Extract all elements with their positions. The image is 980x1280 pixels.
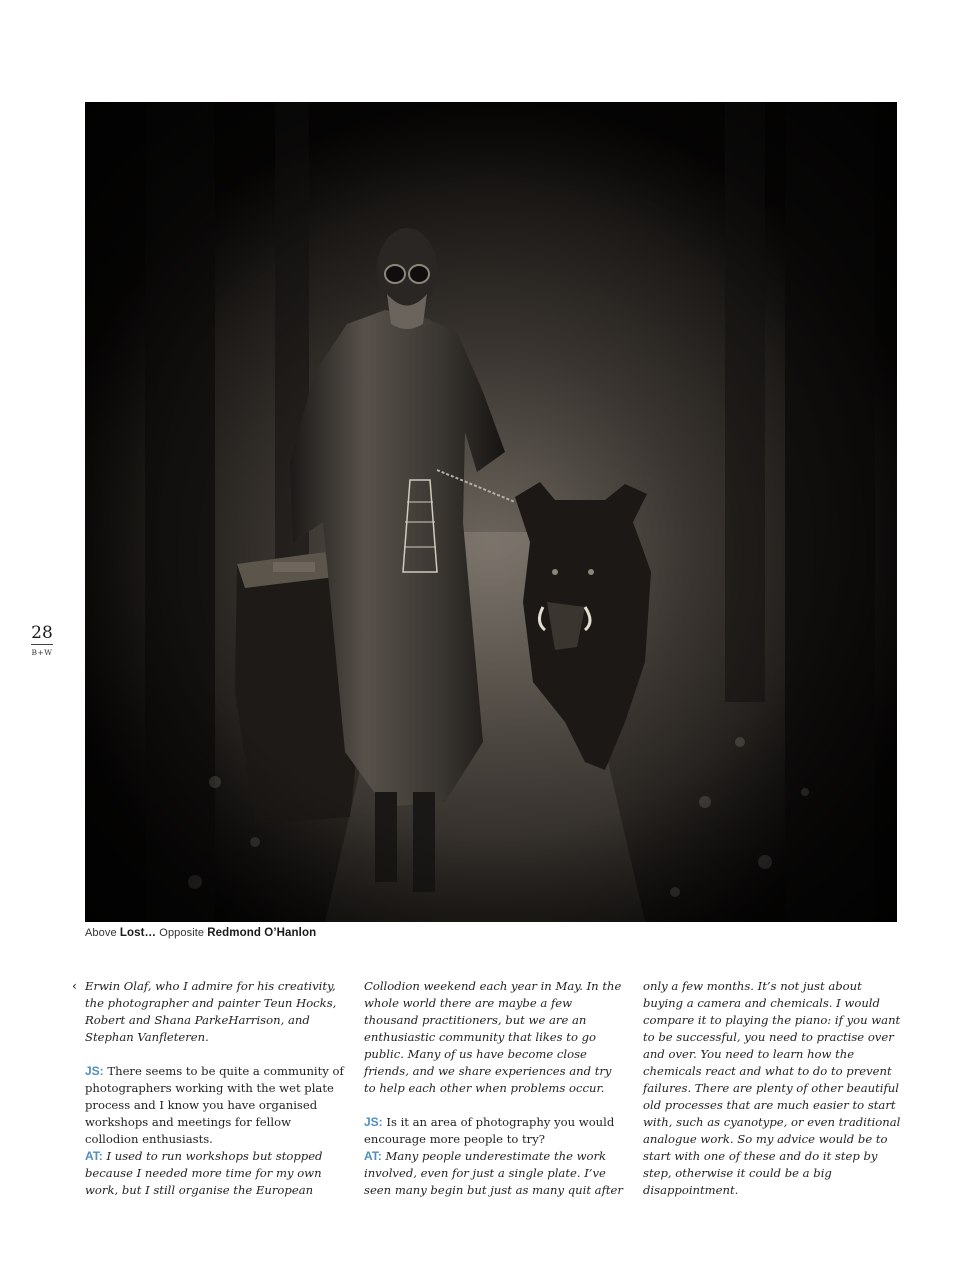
speaker-label: JS:	[85, 1064, 104, 1078]
answer-2	[364, 1148, 626, 1199]
page-number: 28	[31, 623, 53, 643]
answer-2-text: Many people underestimate the work involved, even for just a single plate. I’ve seen many begin but just as many quit after	[364, 1149, 623, 1197]
page-folio	[24, 624, 60, 657]
speaker-label: AT:	[85, 1149, 103, 1163]
question-2	[364, 1114, 626, 1148]
main-photograph	[85, 102, 897, 922]
magazine-name: B+W	[31, 648, 53, 657]
answer-1-continued: Collodion weekend each year in May. In the whole world there are maybe a few thousand practitioners, but we are an enthusiastic community that likes to go public. Many of us have become close friends, and we share experiences and try to help each other when problems occur.	[364, 979, 622, 1095]
answer-1	[85, 1148, 347, 1199]
question-2-text: Is it an area of photography you would encourage more people to try?	[364, 1115, 615, 1146]
caption-above-title: Lost…	[119, 927, 157, 939]
folio-divider	[31, 644, 53, 645]
question-1	[85, 1063, 347, 1148]
photo-illustration	[85, 102, 897, 922]
speaker-label: AT:	[364, 1149, 382, 1163]
question-1-text: There seems to be quite a community of photographers working with the wet plate process and I know you have organised workshops and meetings for fellow collodion enthusiasts.	[85, 1064, 344, 1146]
answer-1-text: I used to run workshops but stopped because I needed more time for my own work, but I still organise the European	[85, 1149, 323, 1197]
speaker-label: JS:	[364, 1115, 383, 1129]
article-column-2	[364, 978, 626, 1199]
chevron-left-icon: ‹	[72, 979, 77, 993]
article-column-1	[72, 978, 347, 1199]
intro-answer-continued: Erwin Olaf, who I admire for his creativity, the photographer and painter Teun Hocks, Robert and Shana ParkeHarrison, and Stephan Vanfleteren.	[85, 979, 337, 1044]
caption-above-label: Above	[85, 927, 117, 939]
answer-2-continued: only a few months. It’s not just about buying a camera and chemicals. I would compare it to playing the piano: if you want to be successful, you need to practise over and over. You need to learn how the chemicals react and what to do to prevent failures. There are plenty of other beautiful old processes that are much easier to start with, such as cyanotype, or even traditional analogue work. So my advice would be to start with one of these and do it step by step, otherwise it could be a big disappointment.	[643, 979, 901, 1197]
caption-opposite-label: Opposite	[159, 927, 205, 939]
caption-opposite-title: Redmond O’Hanlon	[207, 927, 317, 939]
article-column-3	[643, 978, 905, 1199]
photo-caption	[85, 927, 316, 939]
